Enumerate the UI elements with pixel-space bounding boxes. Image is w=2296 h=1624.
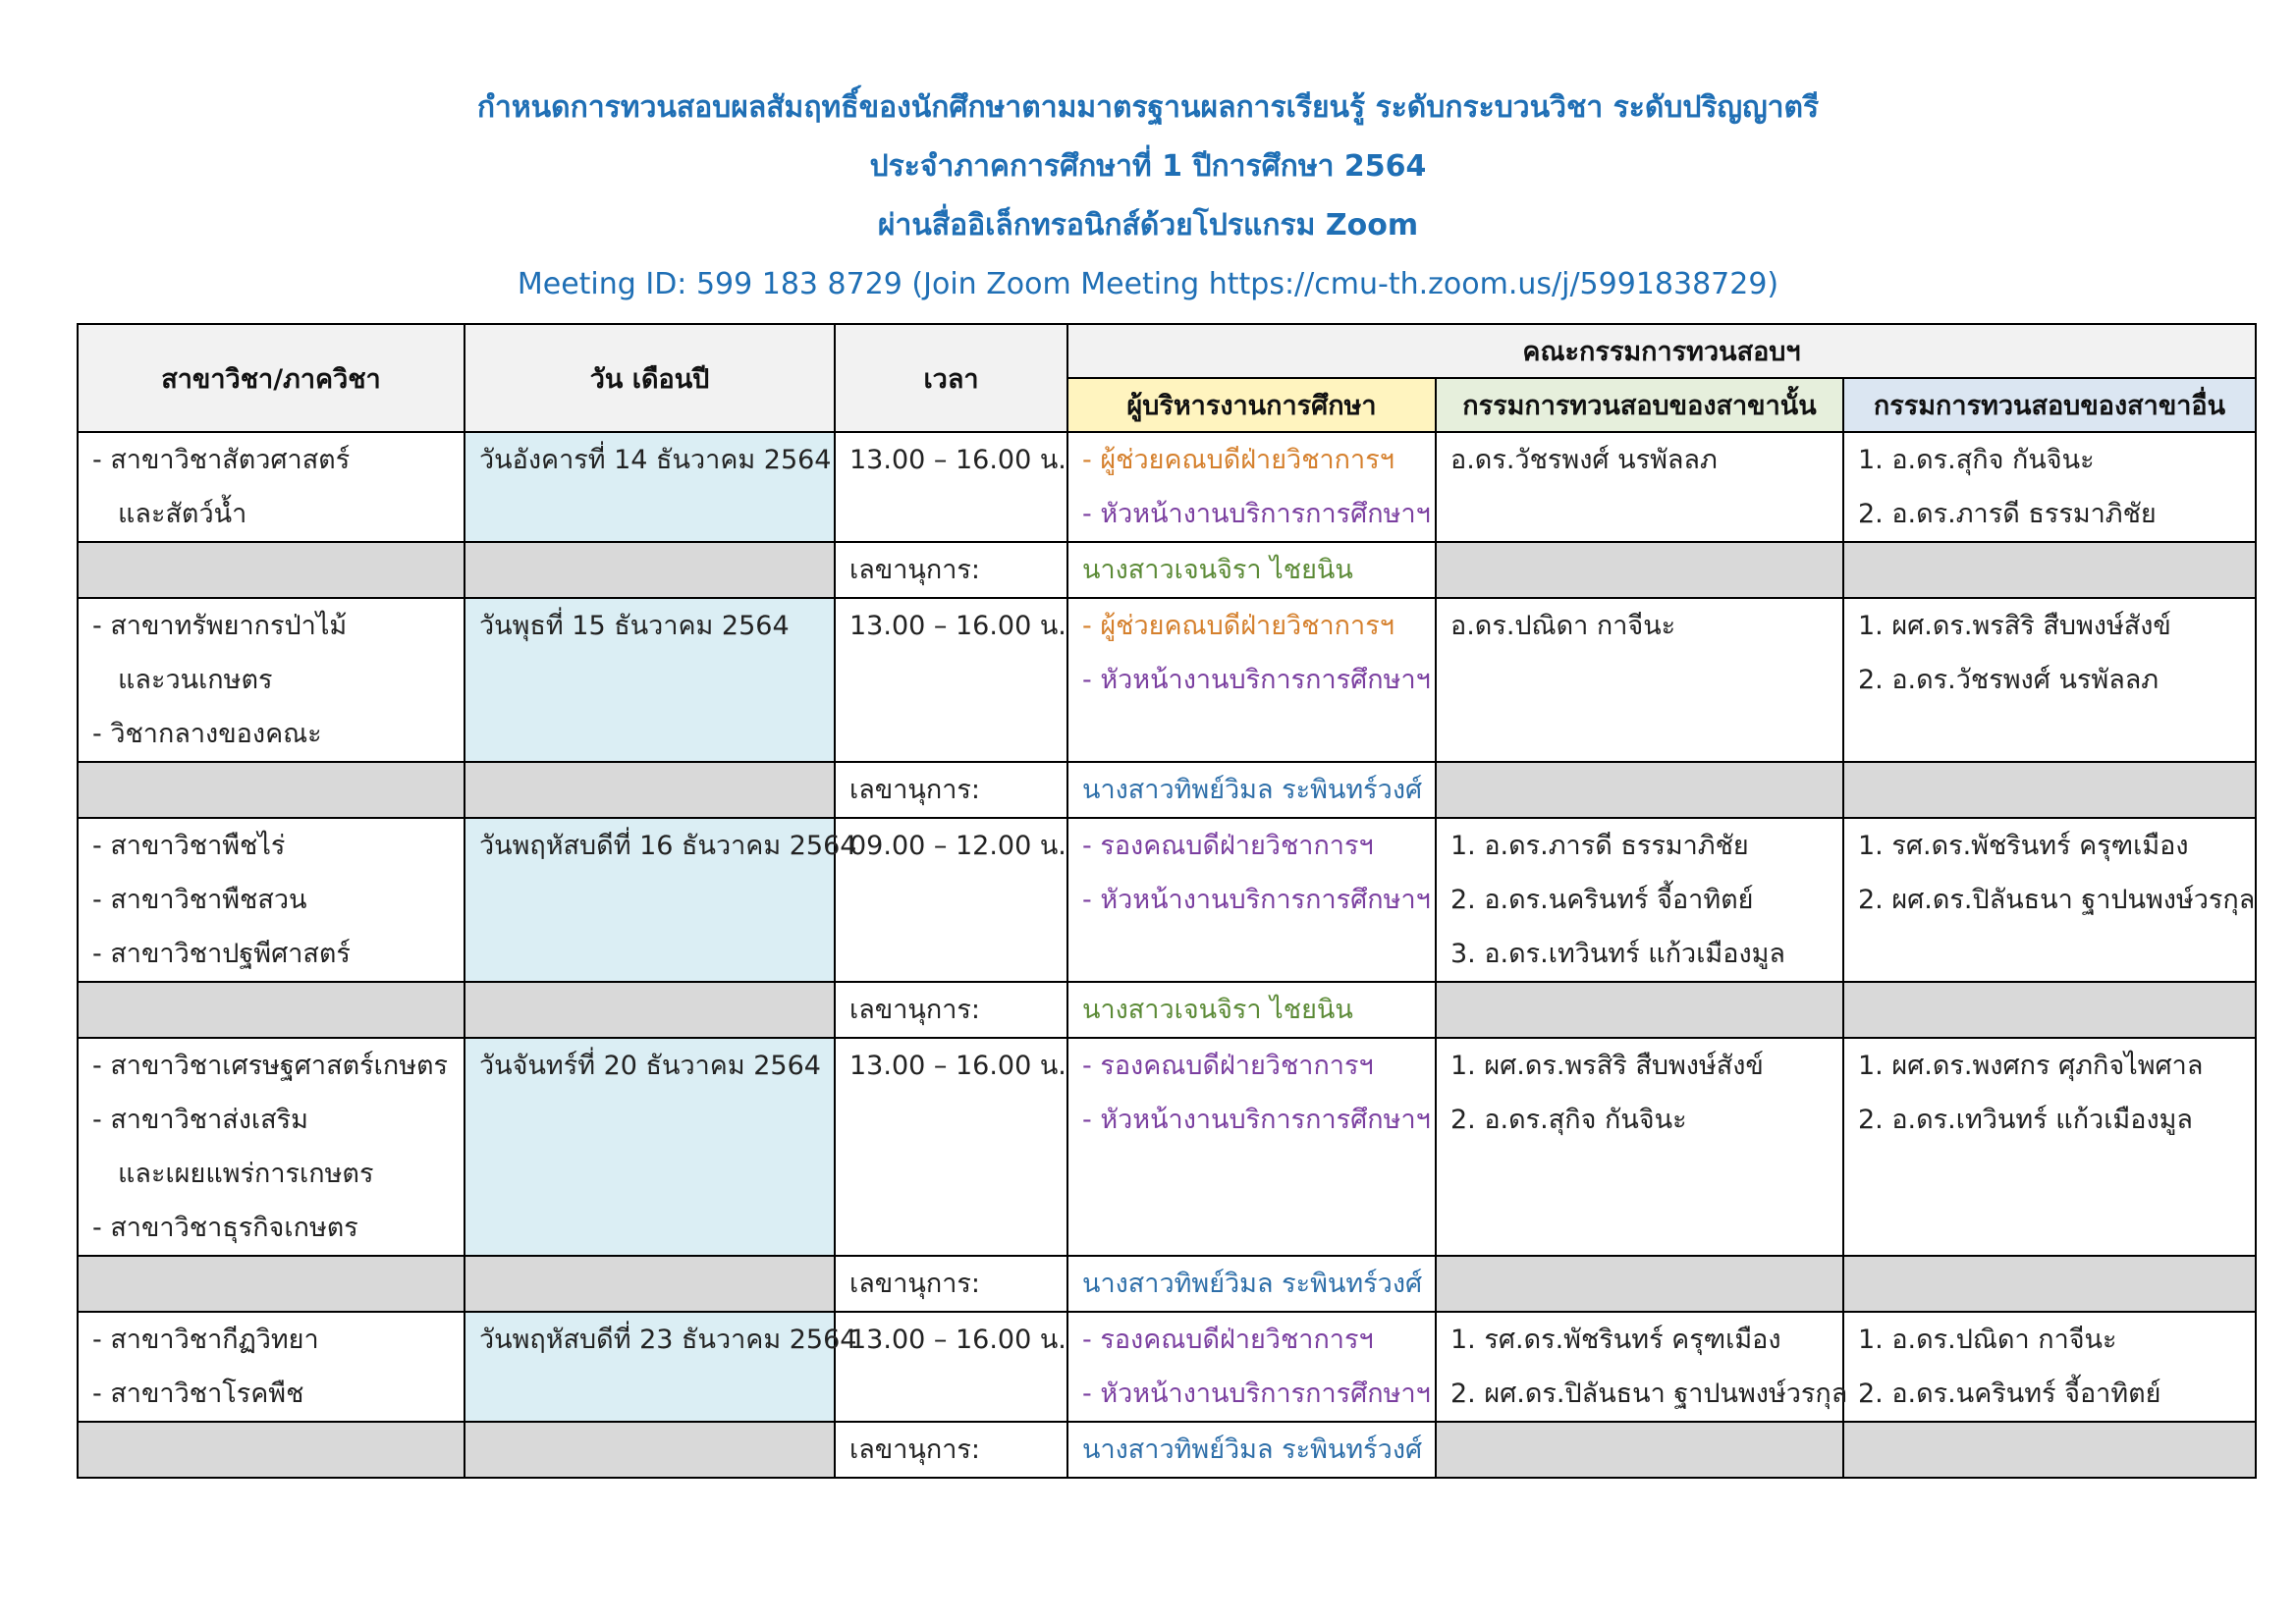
header-committee: คณะกรรมการทวนสอบฯ (1067, 324, 2256, 378)
secretary-empty-cell (1436, 982, 1843, 1038)
secretary-label-cell (835, 542, 1067, 598)
secretary-row (78, 762, 2256, 818)
secretary-label-cell (835, 982, 1067, 1038)
department-line: - สาขาวิชาปฐพีศาสตร์ (92, 939, 351, 969)
secretary-empty-cell (465, 762, 835, 818)
admin-cell (1067, 1312, 1436, 1422)
document-header (0, 79, 2296, 314)
date-text: วันพุธที่ 15 ธันวาคม 2564 (479, 611, 790, 641)
committee-member: 1. รศ.ดร.พัชรินทร์ ครุฑเมือง (1858, 831, 2189, 861)
meeting-info: Meeting ID: 599 183 8729 (Join Zoom Meeting https://cmu-th.zoom.us/j/5991838729) (517, 267, 1779, 301)
date-cell (465, 818, 857, 982)
committee-member: 2. ผศ.ดร.ปิลันธนา ฐาปนพงษ์วรกุล (1858, 885, 2256, 915)
secretary-empty-cell (1436, 1422, 1843, 1478)
admin-line: - หัวหน้างานบริการการศึกษาฯ (1082, 885, 1431, 915)
date-cell (465, 1312, 857, 1422)
admin-line: - ผู้ช่วยคณบดีฝ่ายวิชาการฯ (1082, 445, 1394, 475)
header-time: เวลา (835, 324, 1067, 432)
secretary-name-cell (1067, 982, 1436, 1038)
same-committee-cell (1436, 432, 1843, 542)
date-cell (465, 1038, 835, 1256)
committee-member: 2. อ.ดร.วัชรพงศ์ นรพัลลภ (1858, 665, 2159, 695)
schedule-table (77, 323, 2257, 1479)
secretary-name-cell (1067, 762, 1436, 818)
admin-cell (1067, 1038, 1436, 1256)
same-committee-cell (1436, 1312, 1848, 1422)
time-text: 13.00 – 16.00 น. (849, 611, 1066, 641)
schedule-row (78, 432, 2256, 542)
same-committee-cell (1436, 1038, 1843, 1256)
header-date: วัน เดือนปี (465, 324, 835, 432)
time-text: 09.00 – 12.00 น. (849, 831, 1066, 861)
other-committee-cell (1843, 598, 2256, 762)
date-cell (465, 598, 835, 762)
department-line: - สาขาวิชาพืชไร่ (92, 831, 286, 861)
department-cell (78, 1312, 465, 1422)
department-cell (78, 432, 465, 542)
schedule-row (78, 1038, 2256, 1256)
admin-line: - หัวหน้างานบริการการศึกษาฯ (1082, 1105, 1431, 1135)
department-line: - สาขาวิชาเศรษฐศาสตร์เกษตร (92, 1051, 449, 1081)
secretary-empty-cell (78, 982, 465, 1038)
same-committee-cell (1436, 598, 1843, 762)
admin-line: - หัวหน้างานบริการการศึกษาฯ (1082, 499, 1431, 529)
admin-line: - ผู้ช่วยคณบดีฝ่ายวิชาการฯ (1082, 611, 1394, 641)
secretary-empty-cell (1436, 762, 1843, 818)
admin-cell (1067, 818, 1436, 982)
committee-member: 2. อ.ดร.สุกิจ กันจินะ (1450, 1105, 1687, 1135)
committee-member: 1. อ.ดร.ภารดี ธรรมาภิชัย (1450, 831, 1749, 861)
committee-member: 1. ผศ.ดร.พรสิริ สืบพงษ์สังข์ (1858, 611, 2171, 641)
department-line: - สาขาวิชาธุรกิจเกษตร (92, 1213, 358, 1243)
secretary-row (78, 1422, 2256, 1478)
secretary-empty-cell (465, 1422, 835, 1478)
department-line: - สาขาทรัพยากรป่าไม้ (92, 611, 348, 641)
date-text: วันอังคารที่ 14 ธันวาคม 2564 (479, 445, 832, 475)
secretary-label: เลขานุการ: (849, 1269, 980, 1299)
admin-cell (1067, 432, 1436, 542)
secretary-empty-cell (1843, 542, 2256, 598)
committee-member: 2. ผศ.ดร.ปิลันธนา ฐาปนพงษ์วรกุล (1450, 1379, 1848, 1409)
secretary-name-cell (1067, 1422, 1436, 1478)
admin-line: - รองคณบดีฝ่ายวิชาการฯ (1082, 1051, 1374, 1081)
committee-member: 3. อ.ดร.เทวินทร์ แก้วเมืองมูล (1450, 939, 1785, 969)
header-other-committee: กรรมการทวนสอบของสาขาอื่น (1843, 378, 2256, 432)
schedule-row (78, 1312, 2256, 1422)
secretary-row (78, 1256, 2256, 1312)
schedule-body (78, 432, 2256, 1478)
department-line: - วิชากลางของคณะ (92, 719, 322, 749)
secretary-label: เลขานุการ: (849, 1435, 980, 1465)
secretary-label: เลขานุการ: (849, 775, 980, 805)
secretary-empty-cell (78, 1256, 465, 1312)
admin-line: - หัวหน้างานบริการการศึกษาฯ (1082, 665, 1431, 695)
admin-line: - รองคณบดีฝ่ายวิชาการฯ (1082, 831, 1374, 861)
secretary-empty-cell (78, 542, 465, 598)
department-line: - สาขาวิชาพืชสวน (92, 885, 307, 915)
department-line: และสัตว์น้ำ (118, 499, 247, 529)
committee-member: 1. ผศ.ดร.พรสิริ สืบพงษ์สังข์ (1450, 1051, 1764, 1081)
committee-member: 2. อ.ดร.นครินทร์ จี้อาทิตย์ (1858, 1379, 2161, 1409)
time-text: 13.00 – 16.00 น. (849, 1325, 1066, 1355)
other-committee-cell (1843, 818, 2256, 982)
time-text: 13.00 – 16.00 น. (849, 445, 1066, 475)
secretary-empty-cell (465, 1256, 835, 1312)
header-department: สาขาวิชา/ภาควิชา (78, 324, 465, 432)
secretary-label-cell (835, 1422, 1067, 1478)
title-line-2: ประจำภาคการศึกษาที่ 1 ปีการศึกษา 2564 (869, 149, 1427, 184)
header-same-committee: กรรมการทวนสอบของสาขานั้น (1436, 378, 1843, 432)
committee-member: 2. อ.ดร.ภารดี ธรรมาภิชัย (1858, 499, 2157, 529)
secretary-empty-cell (1843, 982, 2256, 1038)
secretary-label-cell (835, 1256, 1067, 1312)
secretary-empty-cell (1843, 1422, 2256, 1478)
secretary-row (78, 982, 2256, 1038)
time-cell (835, 598, 1067, 762)
department-line: - สาขาวิชากีฏวิทยา (92, 1325, 319, 1355)
time-cell (835, 1312, 1067, 1422)
committee-member: 1. อ.ดร.ปณิดา กาจีนะ (1858, 1325, 2117, 1355)
header-admin: ผู้บริหารงานการศึกษา (1067, 378, 1436, 432)
secretary-name: นางสาวทิพย์วิมล ระพินทร์วงศ์ (1082, 1269, 1423, 1299)
time-cell (835, 1038, 1067, 1256)
secretary-empty-cell (1843, 1256, 2256, 1312)
committee-member: 1. รศ.ดร.พัชรินทร์ ครุฑเมือง (1450, 1325, 1781, 1355)
secretary-empty-cell (78, 762, 465, 818)
secretary-label-cell (835, 762, 1067, 818)
same-committee-cell (1436, 818, 1843, 982)
secretary-label: เลขานุการ: (849, 995, 980, 1025)
time-cell (835, 818, 1067, 982)
secretary-name-cell (1067, 542, 1436, 598)
other-committee-cell (1843, 1038, 2256, 1256)
department-line: - สาขาวิชาส่งเสริม (92, 1105, 308, 1135)
admin-line: - หัวหน้างานบริการการศึกษาฯ (1082, 1379, 1431, 1409)
secretary-empty-cell (465, 982, 835, 1038)
secretary-empty-cell (1843, 762, 2256, 818)
committee-member: 1. ผศ.ดร.พงศกร ศุภกิจไพศาล (1858, 1051, 2204, 1081)
other-committee-cell (1843, 1312, 2256, 1422)
date-text: วันพฤหัสบดีที่ 16 ธันวาคม 2564 (479, 831, 857, 861)
other-committee-cell (1843, 432, 2256, 542)
department-cell (78, 598, 465, 762)
department-cell (78, 818, 465, 982)
department-line: และเผยแพร่การเกษตร (118, 1159, 374, 1189)
department-cell (78, 1038, 465, 1256)
committee-member: 2. อ.ดร.เทวินทร์ แก้วเมืองมูล (1858, 1105, 2193, 1135)
department-line: - สาขาวิชาสัตวศาสตร์ (92, 445, 351, 475)
admin-cell (1067, 598, 1436, 762)
date-text: วันจันทร์ที่ 20 ธันวาคม 2564 (479, 1051, 821, 1081)
committee-member: 1. อ.ดร.สุกิจ กันจินะ (1858, 445, 2095, 475)
secretary-empty-cell (1436, 1256, 1843, 1312)
schedule-row (78, 818, 2256, 982)
secretary-name-cell (1067, 1256, 1436, 1312)
time-cell (835, 432, 1067, 542)
secretary-name: นางสาวทิพย์วิมล ระพินทร์วงศ์ (1082, 775, 1423, 805)
secretary-empty-cell (78, 1422, 465, 1478)
date-cell (465, 432, 835, 542)
secretary-empty-cell (1436, 542, 1843, 598)
department-line: - สาขาวิชาโรคพืช (92, 1379, 304, 1409)
secretary-name: นางสาวทิพย์วิมล ระพินทร์วงศ์ (1082, 1435, 1423, 1465)
department-line: และวนเกษตร (118, 665, 273, 695)
title-line-1: กำหนดการทวนสอบผลสัมฤทธิ์ของนักศึกษาตามมาตรฐานผลการเรียนรู้ ระดับกระบวนวิชา ระดับปริญญาตรี (476, 90, 1820, 125)
schedule-row (78, 598, 2256, 762)
secretary-empty-cell (465, 542, 835, 598)
secretary-row (78, 542, 2256, 598)
secretary-label: เลขานุการ: (849, 555, 980, 585)
secretary-name: นางสาวเจนจิรา ไชยนิน (1082, 555, 1353, 585)
committee-member: อ.ดร.ปณิดา กาจีนะ (1450, 611, 1676, 641)
title-line-3: ผ่านสื่ออิเล็กทรอนิกส์ด้วยโปรแกรม Zoom (877, 208, 1419, 243)
time-text: 13.00 – 16.00 น. (849, 1051, 1066, 1081)
committee-member: อ.ดร.วัชรพงศ์ นรพัลลภ (1450, 445, 1718, 475)
secretary-name: นางสาวเจนจิรา ไชยนิน (1082, 995, 1353, 1025)
committee-member: 2. อ.ดร.นครินทร์ จี้อาทิตย์ (1450, 885, 1754, 915)
date-text: วันพฤหัสบดีที่ 23 ธันวาคม 2564 (479, 1325, 857, 1355)
admin-line: - รองคณบดีฝ่ายวิชาการฯ (1082, 1325, 1374, 1355)
